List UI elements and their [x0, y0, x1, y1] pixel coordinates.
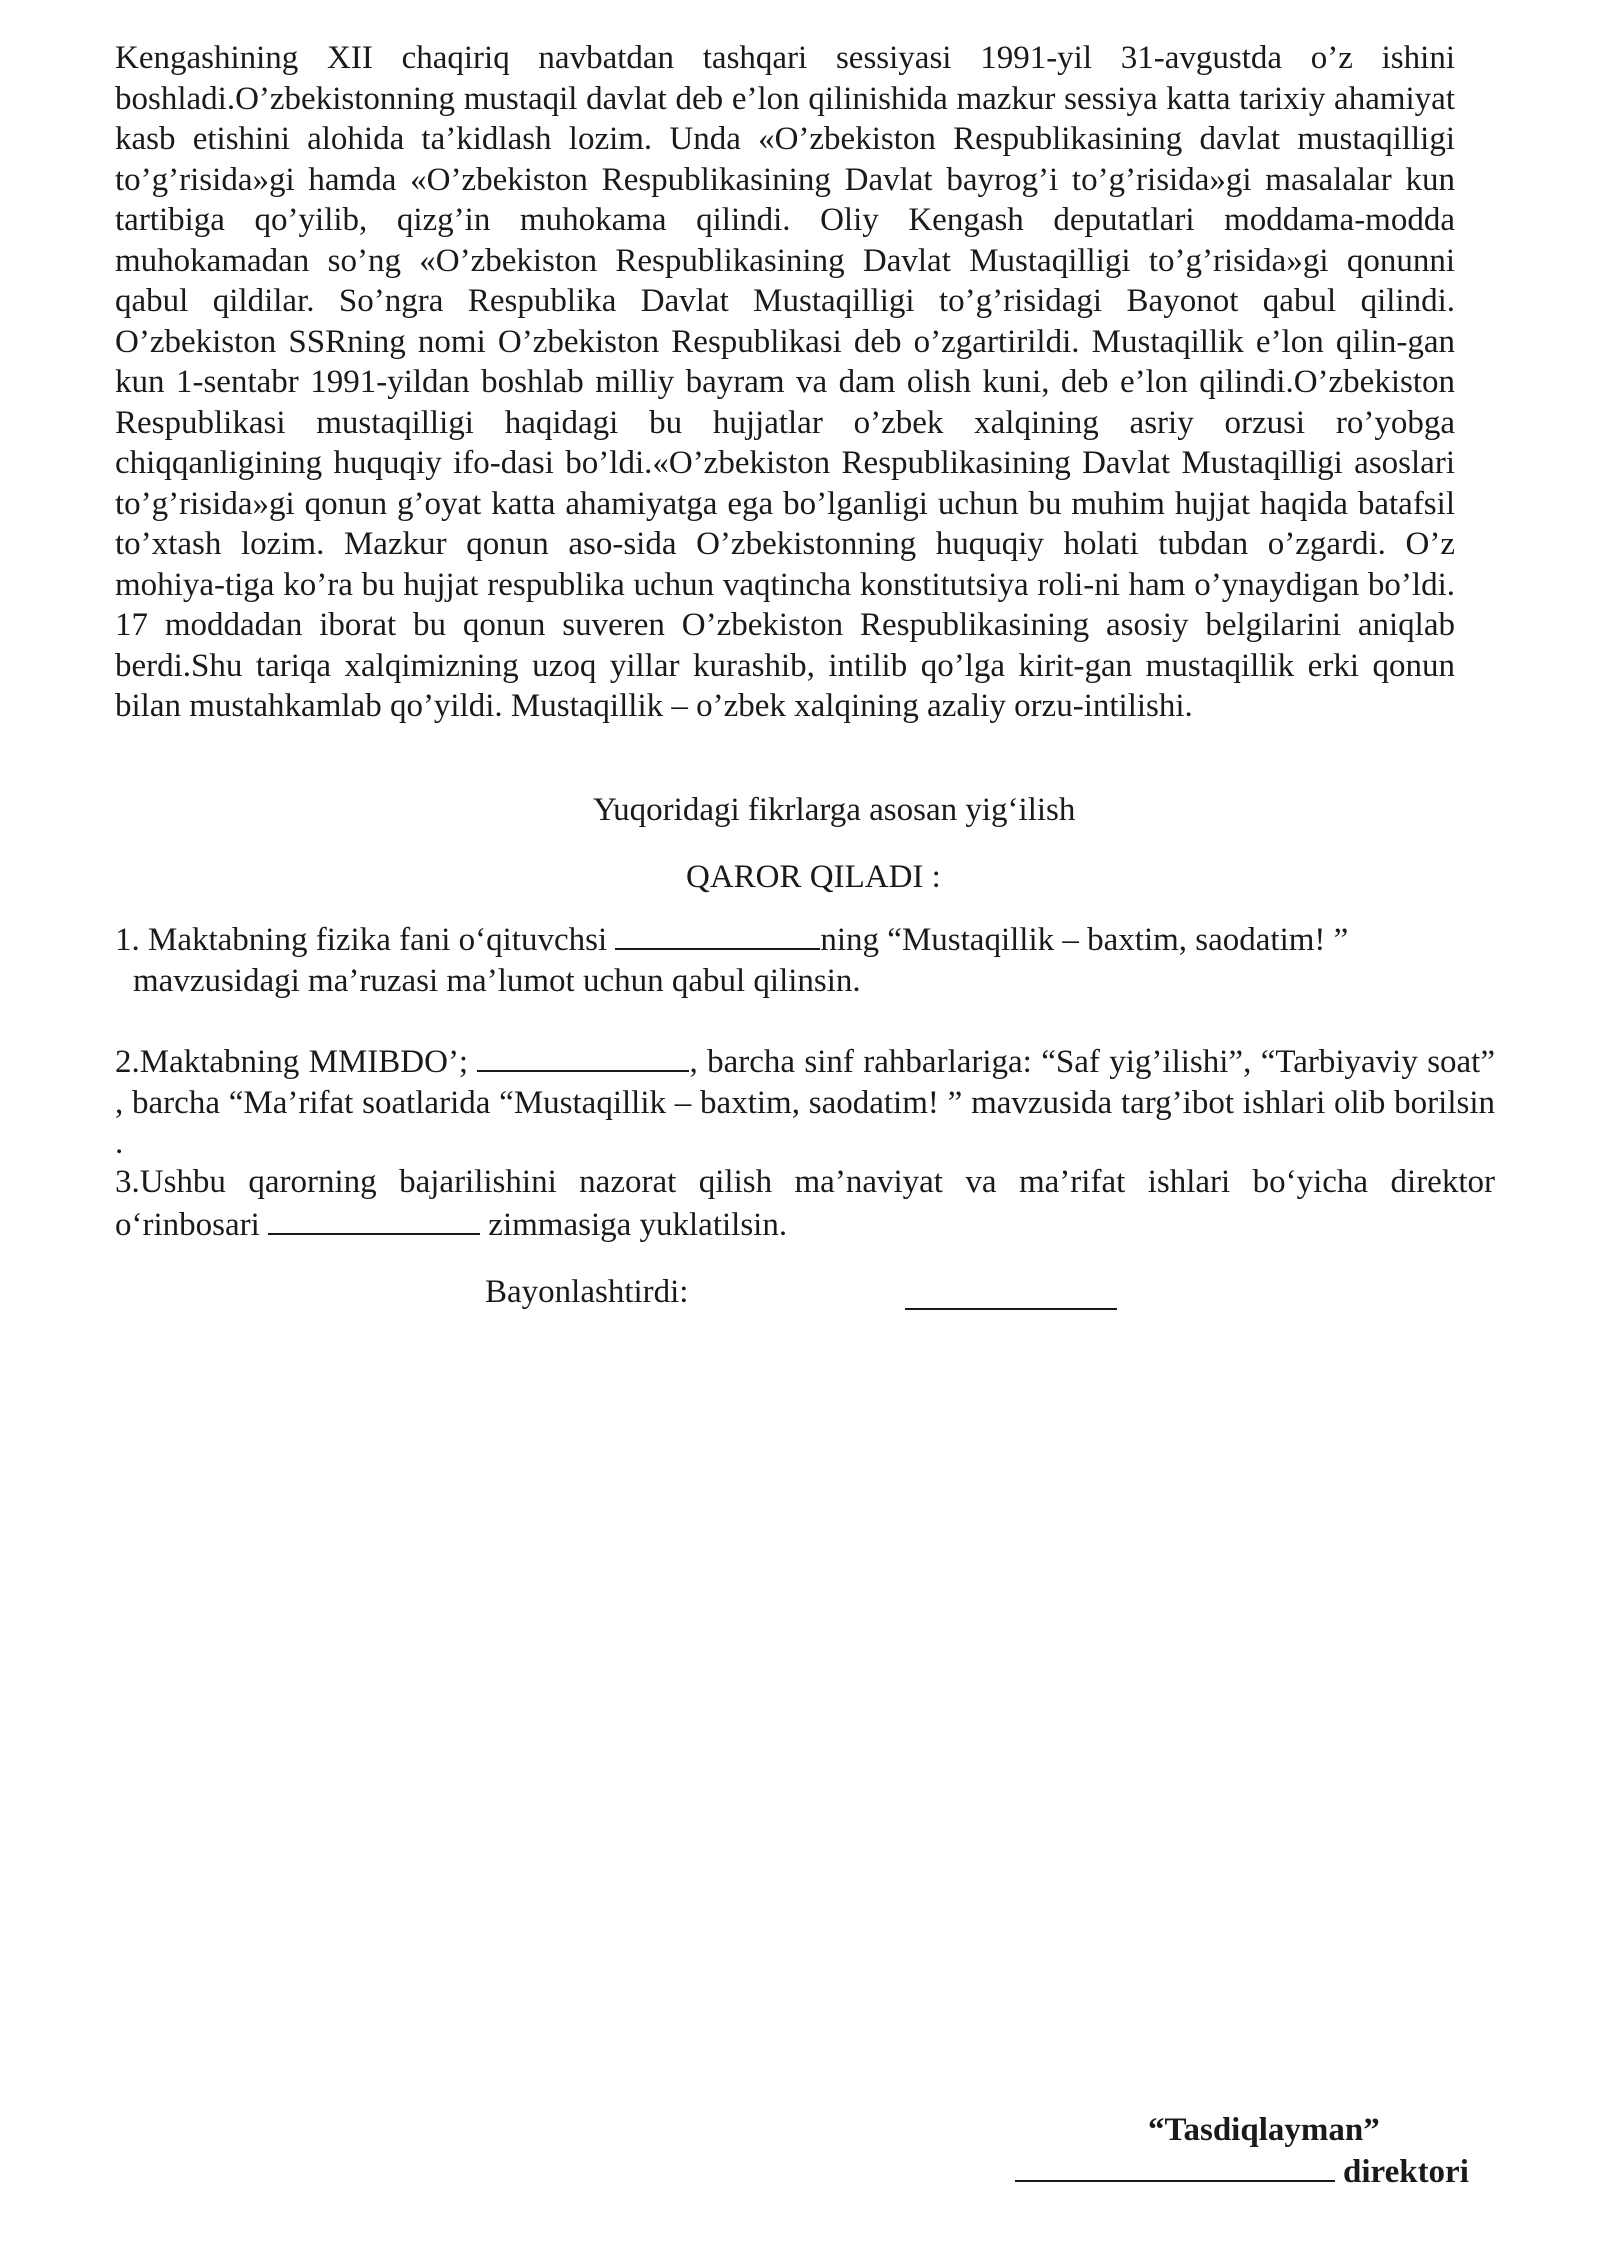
decision-item-2-prefix: 2.Maktabning MMIBDO’; — [115, 1044, 478, 1080]
approval-label: “Tasdiqlayman” — [1148, 2112, 1380, 2148]
decision-item-3-suffix: zimmasiga yuklatilsin. — [480, 1206, 788, 1243]
signature-blank — [905, 1272, 1117, 1310]
signature-label: Bayonlashtirdi: — [485, 1274, 689, 1310]
decision-heading: QAROR QILADI : — [686, 859, 941, 895]
decision-item-3-prefix: 3.Ushbu qarorning bajarilishini nazorat qilish ma’naviyat va ma’rifat ishlari bo‘yicha direktor o‘rinbosari — [115, 1164, 1495, 1243]
decision-item-2 — [115, 1040, 1495, 1164]
deputy-name-blank — [268, 1203, 480, 1235]
decision-item-3 — [115, 1162, 1495, 1245]
intro-line: Yuqoridagi fikrlarga asosan yig‘ilish — [593, 792, 1076, 828]
director-label: direktori — [1343, 2154, 1469, 2190]
teacher-name-blank — [615, 918, 820, 950]
director-signature-row — [1015, 2150, 1469, 2193]
mmibdo-name-blank — [477, 1040, 689, 1072]
decision-item-2-suffix: , barcha sinf rahbarlariga: “Saf yig’ilishi”, “Tarbiyaviy soat” , barcha “Ma’rifat soatlarida “Mustaqillik – baxtim, saodatim! ” mavzusida targ’ibot ishlari olib borilsin . — [115, 1044, 1495, 1161]
decision-item-1-suffix: ning “Mustaqillik – baxtim, saodatim! ” — [820, 922, 1349, 958]
decision-item-1 — [115, 918, 1455, 1001]
decision-item-1-line-1 — [115, 918, 1455, 961]
body-paragraph: Kengashining XII chaqiriq navbatdan tashqari sessiyasi 1991-yil 31-avgustda o’z ishini boshladi.O’zbekistonning mustaqil davlat deb e’lon qilinishida mazkur sessiya katta tarixiy ahamiyat kasb etishini alohida ta’kidlash lozim. Unda «O’zbekiston Respublikasining davlat mustaqilligi to’g’risida»gi hamda «O’zbekiston Respublikasining Davlat bayrog’i to’g’risida»gi masalalar kun tartibiga qo’yilib, qizg’in muhokama qilindi. Oliy Kengash deputatlari moddama-modda muhokamadan so’ng «O’zbekiston Respublikasining Davlat Mustaqilligi to’g’risida»gi qonunni qabul qildilar. So’ngra Respublika Davlat Mustaqilligi to’g’risidagi Bayonot qabul qilindi. O’zbekiston SSRning nomi O’zbekiston Respublikasi deb o’zgartirildi. Mustaqillik e’lon qilin-gan kun 1-sentabr 1991-yildan boshlab milliy bayram va dam olish kuni, deb e’lon qilindi.O’zbekiston Respublikasi mustaqilligi haqidagi bu hujjatlar o’zbek xalqining asriy orzusi ro’yobga chiqqanligining huquqiy ifo-dasi bo’ldi.«O’zbekiston Respublikasining Davlat Mustaqilligi asoslari to’g’risida»gi qonun g’oyat katta ahamiyatga ega bo’lganligi uchun bu muhim hujjat haqida batafsil to’xtash lozim. Mazkur qonun aso-sida O’zbekistonning huquqiy holati tubdan o’zgardi. O’z mohiya-tiga ko’ra bu hujjat respublika uchun vaqtincha konstitutsiya roli-ni ham o’ynaydigan bo’ldi. 17 moddadan iborat bu qonun suveren O’zbekiston Respublikasining asosiy belgilarini aniqlab berdi.Shu tariqa xalqimizning uzoq yillar kurashib, intilib qo’lga kirit-gan mustaqillik erki qonun bilan mustahkamlab qo’yildi. Mustaqillik – o’zbek xalqining azaliy orzu-intilishi. — [115, 40, 1455, 724]
decision-item-1-prefix: 1. Maktabning fizika fani o‘qituvchsi — [115, 922, 616, 958]
director-name-blank — [1015, 2150, 1335, 2182]
decision-item-1-line-2: mavzusidagi ma’ruzasi ma’lumot uchun qabul qilinsin. — [133, 962, 861, 999]
